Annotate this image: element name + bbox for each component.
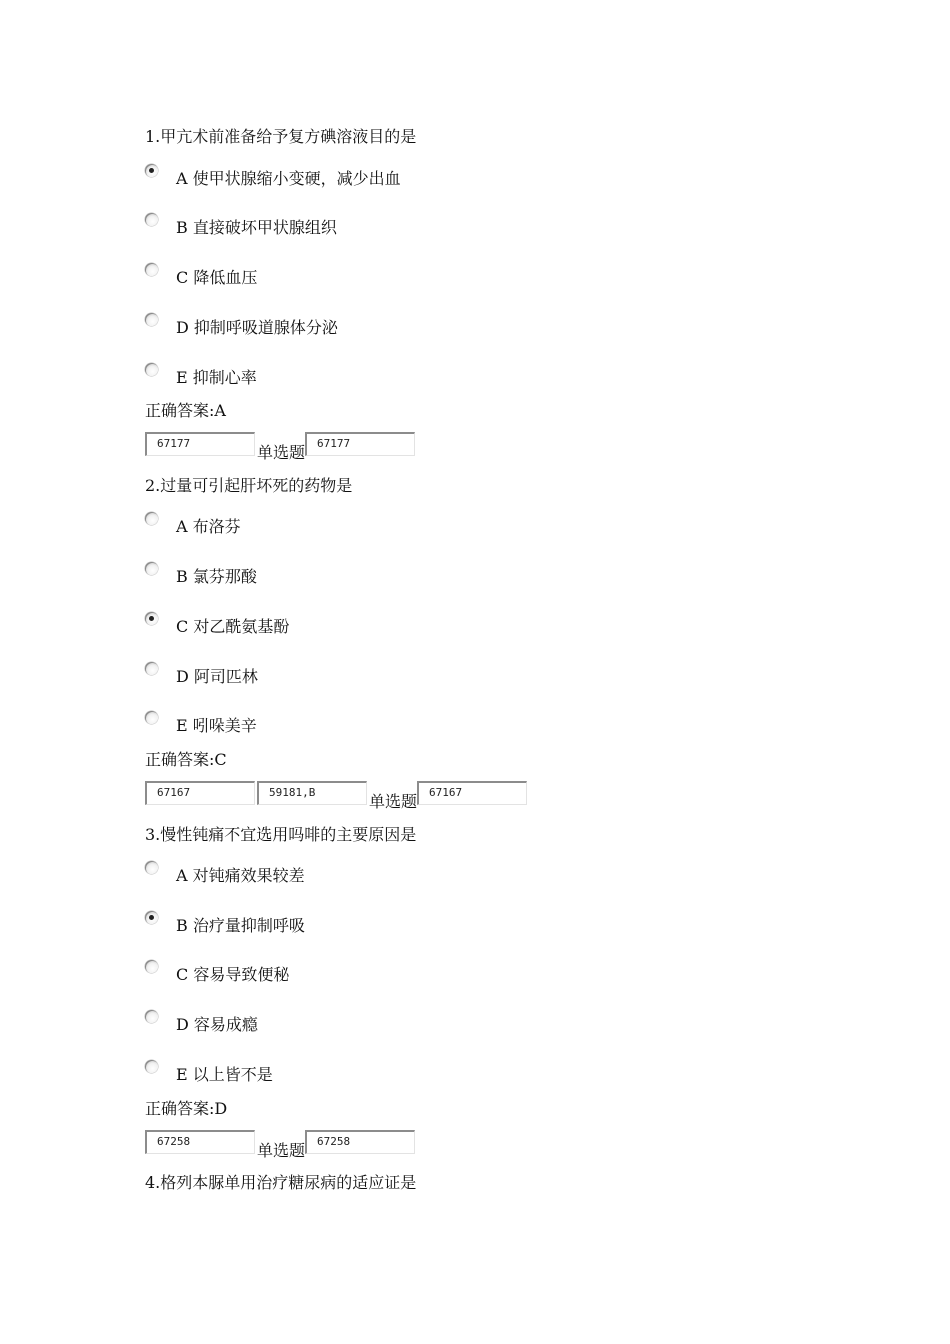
id-field[interactable]: 67177 bbox=[145, 432, 255, 456]
option-d[interactable] bbox=[145, 313, 745, 339]
option-label: D 抑制呼吸道腺体分泌 bbox=[176, 318, 338, 337]
id-field[interactable]: 59181,B bbox=[257, 781, 367, 805]
radio-button-icon[interactable] bbox=[145, 861, 158, 874]
question-title: 1.甲亢术前准备给予复方碘溶液目的是 bbox=[145, 127, 417, 146]
option-d[interactable] bbox=[145, 1010, 745, 1036]
option-a[interactable] bbox=[145, 512, 745, 538]
option-label: E 抑制心率 bbox=[176, 368, 257, 387]
radio-button-icon[interactable] bbox=[145, 662, 158, 675]
correct-answer: 正确答案:C bbox=[145, 750, 227, 769]
question-title: 2.过量可引起肝坏死的药物是 bbox=[145, 476, 353, 495]
option-label: E 吲哚美辛 bbox=[176, 716, 257, 735]
answer-fields-row bbox=[145, 781, 527, 809]
option-label: D 容易成瘾 bbox=[176, 1015, 258, 1034]
option-a[interactable] bbox=[145, 164, 745, 190]
id-field[interactable]: 67167 bbox=[145, 781, 255, 805]
radio-button-icon[interactable] bbox=[145, 1060, 158, 1073]
option-label: B 直接破坏甲状腺组织 bbox=[176, 218, 337, 237]
id-field[interactable]: 67258 bbox=[145, 1130, 255, 1154]
question-type-label: 单选题 bbox=[257, 443, 306, 462]
option-label: E 以上皆不是 bbox=[176, 1065, 273, 1084]
option-c[interactable] bbox=[145, 960, 745, 986]
option-label: B 氯芬那酸 bbox=[176, 567, 257, 586]
option-e[interactable] bbox=[145, 1060, 745, 1086]
question-title: 3.慢性钝痛不宜选用吗啡的主要原因是 bbox=[145, 825, 417, 844]
radio-button-icon[interactable] bbox=[145, 512, 158, 525]
answer-fields-row bbox=[145, 1130, 415, 1158]
radio-button-icon[interactable] bbox=[145, 612, 158, 625]
correct-answer: 正确答案:A bbox=[145, 401, 226, 420]
id-field[interactable]: 67177 bbox=[305, 432, 415, 456]
option-e[interactable] bbox=[145, 711, 745, 737]
id-field[interactable]: 67167 bbox=[417, 781, 527, 805]
question-title: 4.格列本脲单用治疗糖尿病的适应证是 bbox=[145, 1173, 417, 1192]
option-label: D 阿司匹林 bbox=[176, 667, 258, 686]
option-d[interactable] bbox=[145, 662, 745, 688]
radio-button-icon[interactable] bbox=[145, 960, 158, 973]
radio-button-icon[interactable] bbox=[145, 263, 158, 276]
option-label: C 容易导致便秘 bbox=[176, 965, 290, 984]
radio-button-icon[interactable] bbox=[145, 1010, 158, 1023]
radio-button-icon[interactable] bbox=[145, 213, 158, 226]
option-label: A 使甲状腺缩小变硬，减少出血 bbox=[176, 169, 401, 188]
question-type-label: 单选题 bbox=[257, 1141, 306, 1160]
option-b[interactable] bbox=[145, 562, 745, 588]
option-label: C 对乙酰氨基酚 bbox=[176, 617, 290, 636]
option-c[interactable] bbox=[145, 612, 745, 638]
option-a[interactable] bbox=[145, 861, 745, 887]
radio-button-icon[interactable] bbox=[145, 562, 158, 575]
option-label: A 对钝痛效果较差 bbox=[176, 866, 305, 885]
option-c[interactable] bbox=[145, 263, 745, 289]
option-label: B 治疗量抑制呼吸 bbox=[176, 916, 305, 935]
question-type-label: 单选题 bbox=[369, 792, 418, 811]
id-field[interactable]: 67258 bbox=[305, 1130, 415, 1154]
radio-button-icon[interactable] bbox=[145, 164, 158, 177]
option-b[interactable] bbox=[145, 213, 745, 239]
radio-button-icon[interactable] bbox=[145, 363, 158, 376]
radio-button-icon[interactable] bbox=[145, 313, 158, 326]
correct-answer: 正确答案:D bbox=[145, 1099, 228, 1118]
option-b[interactable] bbox=[145, 911, 745, 937]
radio-button-icon[interactable] bbox=[145, 711, 158, 724]
radio-button-icon[interactable] bbox=[145, 911, 158, 924]
answer-fields-row bbox=[145, 432, 415, 460]
option-label: C 降低血压 bbox=[176, 268, 258, 287]
option-label: A 布洛芬 bbox=[176, 517, 241, 536]
option-e[interactable] bbox=[145, 363, 745, 389]
